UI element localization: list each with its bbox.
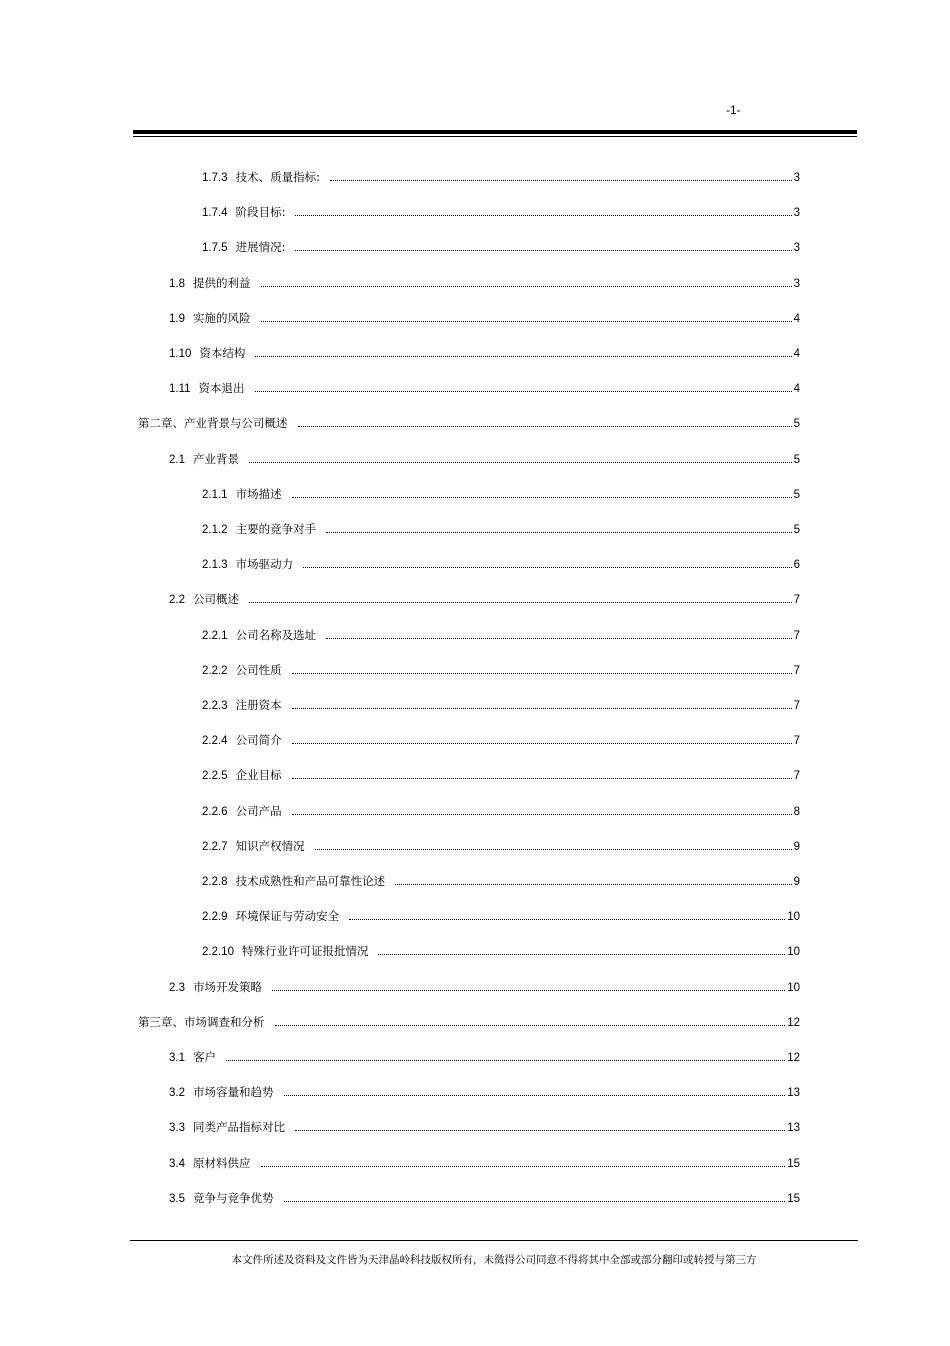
toc-entry-title: 资本退出 [198, 381, 245, 396]
toc-entry-title: 市场开发策略 [193, 979, 262, 994]
toc-entry[interactable] [202, 238, 800, 256]
toc-entry-title: 知识产权情况 [235, 838, 305, 853]
toc-entry-number: 3.4 [169, 1157, 185, 1170]
toc-entry-page: 6 [793, 559, 800, 572]
toc-entry[interactable] [202, 766, 800, 784]
toc-entry-page: 12 [787, 1016, 800, 1029]
toc-entry-page: 4 [793, 348, 800, 360]
toc-entry-number: 1.7.4 [202, 207, 228, 220]
footer-copyright: 本文件所述及资料及文件皆为天津晶岭科技版权所有，未徵得公司同意不得将其中全部或部分翻印或转授与第三方 [231, 1254, 757, 1266]
toc-entry-title: 公司概述 [193, 592, 239, 607]
toc-entry-title: 原材料供应 [193, 1155, 251, 1170]
toc-entry[interactable] [202, 203, 800, 221]
toc-entry[interactable] [202, 907, 800, 925]
toc-entry-page: 7 [793, 700, 800, 712]
toc-entry-number: 2.2.5 [202, 770, 228, 783]
toc-dot-leader [349, 908, 785, 920]
toc-dot-leader [261, 1155, 786, 1167]
toc-entry-page: 12 [787, 1052, 800, 1064]
toc-entry[interactable] [169, 379, 800, 397]
toc-entry-page: 9 [793, 876, 800, 888]
toc-dot-leader [292, 486, 792, 498]
toc-entry[interactable] [169, 1083, 800, 1101]
toc-entry-title: 产业背景 [193, 451, 239, 466]
toc-entry-title: 企业目标 [235, 768, 282, 783]
toc-entry-page: 5 [793, 488, 800, 501]
toc-entry-page: 7 [793, 664, 800, 677]
toc-entry-page: 4 [793, 312, 800, 325]
toc-entry-number: 1.8 [169, 277, 185, 290]
toc-entry-number: 3.1 [169, 1052, 185, 1064]
toc-entry-number: 2.2.10 [202, 946, 234, 959]
toc-entry[interactable] [169, 1189, 800, 1207]
toc-entry[interactable] [202, 520, 800, 538]
toc-entry[interactable] [169, 1154, 800, 1172]
toc-dot-leader [292, 732, 792, 744]
toc-entry-title: 技术、质量指标: [235, 170, 320, 184]
toc-dot-leader [226, 1049, 785, 1061]
toc-entry[interactable] [169, 450, 800, 468]
toc-entry-number: 2.2.9 [202, 911, 228, 924]
toc-entry-page: 13 [787, 1122, 800, 1135]
toc-entry[interactable] [169, 344, 800, 362]
toc-dot-leader [295, 204, 791, 216]
toc-entry-page: 9 [793, 840, 800, 853]
toc-entry[interactable] [169, 590, 800, 608]
toc-entry-number: 2.2.8 [202, 876, 228, 888]
toc-entry-page: 15 [787, 1192, 800, 1205]
toc-entry-number: 2.1.1 [202, 488, 228, 501]
toc-dot-leader [284, 1084, 786, 1096]
toc-entry-number: 2.1 [169, 453, 185, 466]
toc-entry[interactable] [202, 168, 800, 186]
toc-dot-leader [249, 591, 792, 603]
toc-entry[interactable] [202, 661, 800, 679]
toc-entry[interactable] [202, 555, 800, 573]
toc-entry-page: 8 [793, 805, 800, 818]
toc-entry-page: 10 [787, 911, 800, 924]
toc-dot-leader [292, 697, 792, 709]
toc-entry-number: 3.5 [169, 1192, 185, 1205]
toc-dot-leader [249, 451, 792, 463]
toc-entry-title: 阶段目标: [235, 205, 286, 220]
toc-entry-page: 5 [793, 453, 800, 466]
toc-dot-leader [303, 556, 792, 568]
toc-entry-title: 客户 [193, 1050, 216, 1064]
toc-entry-title: 竞争与竞争优势 [193, 1190, 274, 1205]
toc-entry-number: 2.2.3 [202, 700, 228, 712]
toc-entry-title: 提供的利益 [193, 275, 251, 290]
toc-entry-number: 2.2.6 [202, 805, 228, 818]
toc-entry[interactable] [169, 274, 800, 292]
toc-entry[interactable] [202, 696, 800, 714]
toc-dot-leader [295, 239, 791, 251]
toc-entry-number: 2.1.3 [202, 559, 228, 572]
toc-entry-number: 2.2.2 [202, 664, 228, 677]
header-rule-thick [133, 130, 857, 134]
footer-rule [130, 1240, 858, 1241]
toc-entry[interactable] [202, 802, 800, 820]
toc-entry-page: 5 [793, 418, 800, 431]
toc-entry-page: 3 [793, 172, 800, 184]
toc-dot-leader [295, 1119, 785, 1131]
toc-entry-number: 2.2.7 [202, 840, 228, 853]
toc-entry-number: 1.11 [169, 383, 191, 396]
toc-entry[interactable] [202, 485, 800, 503]
toc-entry[interactable] [202, 837, 800, 855]
toc-dot-leader [292, 662, 792, 674]
toc-entry-title: 第三章、市场调查和分析 [138, 1014, 265, 1029]
toc-entry-number: 3.3 [169, 1122, 185, 1135]
toc-entry[interactable] [169, 1048, 800, 1066]
toc-dot-leader [275, 1014, 786, 1026]
toc-dot-leader [378, 943, 785, 955]
toc-dot-leader [326, 627, 792, 639]
toc-entry[interactable] [202, 731, 800, 749]
toc-entry[interactable] [169, 309, 800, 327]
toc-dot-leader [284, 1190, 786, 1202]
toc-entry-title: 实施的风险 [193, 310, 251, 325]
toc-entry-title: 环境保证与劳动安全 [235, 909, 340, 924]
toc-entry-title: 第二章、产业背景与公司概述 [138, 416, 288, 431]
toc-dot-leader [255, 380, 792, 392]
toc-entry[interactable] [202, 872, 800, 890]
toc-entry-number: 1.7.5 [202, 242, 228, 255]
toc-entry[interactable] [169, 1118, 800, 1136]
toc-entry[interactable] [138, 1013, 800, 1031]
toc-entry-title: 公司性质 [235, 662, 282, 677]
toc-entry-page: 7 [793, 594, 800, 607]
toc-entry-title: 特殊行业许可证报批情况 [241, 944, 369, 959]
toc-entry-number: 2.2.1 [202, 629, 228, 642]
toc-entry-number: 2.2 [169, 594, 185, 607]
header-rule-thin [133, 136, 857, 137]
toc-entry-page: 7 [793, 770, 800, 783]
toc-entry-number: 1.10 [169, 348, 192, 360]
toc-entry-page: 3 [793, 277, 800, 290]
toc-dot-leader [272, 979, 785, 991]
toc-dot-leader [255, 345, 791, 357]
toc-entry-page: 5 [793, 524, 800, 536]
toc-entry-title: 市场容量和趋势 [193, 1085, 274, 1100]
toc-entry-page: 3 [793, 207, 800, 220]
toc-dot-leader [261, 275, 792, 287]
toc-entry[interactable] [202, 626, 800, 644]
toc-dot-leader [261, 310, 792, 322]
toc-entry-title: 注册资本 [235, 698, 282, 712]
toc-entry-title: 公司名称及选址 [235, 627, 317, 642]
page-number: -1- [726, 103, 741, 117]
toc-entry-title: 公司产品 [235, 803, 282, 818]
toc-dot-leader [395, 873, 792, 885]
toc-entry-page: 13 [787, 1087, 800, 1100]
toc-entry-page: 7 [793, 629, 800, 642]
toc-dot-leader [298, 415, 792, 427]
toc-entry[interactable] [138, 414, 800, 432]
toc-entry-number: 3.2 [169, 1087, 185, 1100]
toc-entry-title: 进展情况: [235, 240, 286, 255]
toc-entry-page: 10 [787, 946, 800, 959]
toc-entry-page: 4 [793, 383, 800, 396]
toc-entry-title: 公司简介 [235, 733, 282, 748]
toc-dot-leader [326, 521, 792, 533]
toc-entry-number: 1.7.3 [202, 172, 228, 184]
toc-entry-title: 资本结构 [199, 346, 246, 360]
toc-entry[interactable] [169, 978, 800, 996]
toc-entry-title: 同类产品指标对比 [193, 1120, 285, 1135]
toc-entry-title: 市场描述 [235, 486, 282, 501]
toc-entry-page: 3 [793, 242, 800, 255]
toc-entry-title: 技术成熟性和产品可靠性论述 [235, 874, 386, 888]
toc-entry[interactable] [202, 942, 800, 960]
toc-entry-number: 1.9 [169, 312, 185, 325]
toc-dot-leader [330, 169, 792, 181]
toc-dot-leader [292, 767, 792, 779]
toc-entry-number: 2.1.2 [202, 524, 228, 536]
toc-entry-page: 10 [787, 981, 800, 994]
toc-entry-title: 主要的竞争对手 [235, 522, 317, 536]
toc-entry-page: 15 [787, 1157, 800, 1170]
toc-entry-page: 7 [793, 735, 800, 748]
toc-entry-title: 市场驱动力 [235, 557, 294, 572]
toc-entry-number: 2.2.4 [202, 735, 228, 748]
toc-entry-number: 2.3 [169, 981, 185, 994]
toc-dot-leader [315, 838, 792, 850]
toc-dot-leader [292, 803, 792, 815]
